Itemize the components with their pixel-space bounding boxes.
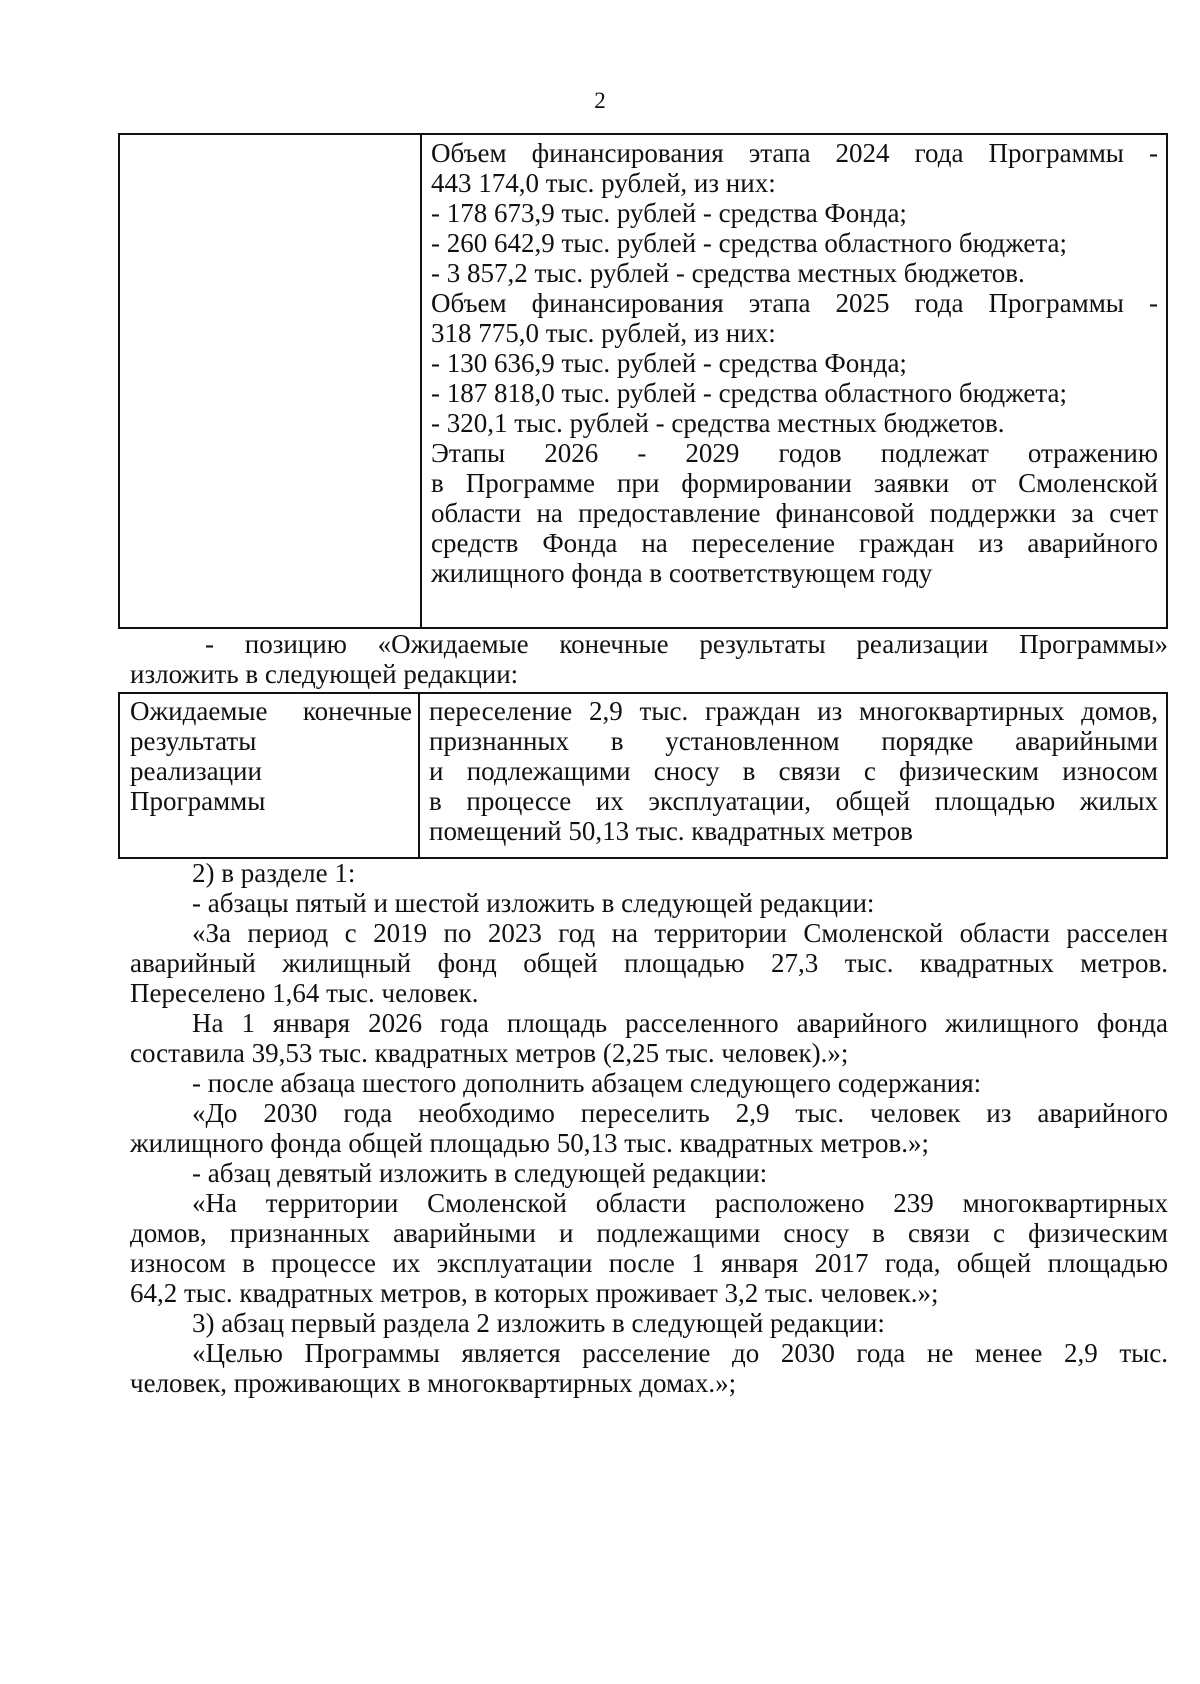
paragraph-line: «На территории Смоленской области расположено 239 многоквартирных xyxy=(192,1188,1168,1218)
funding-line: средств Фонда на переселение граждан из аварийного xyxy=(431,528,1158,558)
funding-line: жилищного фонда в соответствующем году xyxy=(431,558,933,588)
paragraph-line: износом в процессе их эксплуатации после 1 января 2017 года, общей площадью xyxy=(130,1248,1168,1278)
results-value-line: в процессе их эксплуатации, общей площадью жилых xyxy=(429,786,1158,816)
results-value-line: и подлежащими сносу в связи с физическим износом xyxy=(429,756,1158,786)
paragraph-line: человек, проживающих в многоквартирных домах.»; xyxy=(130,1368,737,1398)
funding-table-left-cell xyxy=(120,135,422,627)
paragraph-line: аварийный жилищный фонд общей площадью 27,3 тыс. квадратных метров. xyxy=(130,948,1168,978)
results-value-line: переселение 2,9 тыс. граждан из многоквартирных домов, xyxy=(429,696,1158,726)
funding-table xyxy=(118,133,1168,629)
paragraph-line: составила 39,53 тыс. квадратных метров (2,25 тыс. человек).»; xyxy=(130,1038,849,1068)
results-label-line: Программы xyxy=(130,786,266,816)
funding-line: Объем финансирования этапа 2025 года Программы - xyxy=(431,288,1158,318)
item-3-heading: 3) абзац первый раздела 2 изложить в следующей редакции: xyxy=(192,1308,885,1338)
paragraph-line: «За период с 2019 по 2023 год на территории Смоленской области расселен xyxy=(192,918,1168,948)
paragraph-line: На 1 января 2026 года площадь расселенного аварийного жилищного фонда xyxy=(192,1008,1168,1038)
funding-line: - 260 642,9 тыс. рублей - средства областного бюджета; xyxy=(431,228,1068,258)
funding-table-right-cell xyxy=(422,135,1166,627)
results-value-line: признанных в установленном порядке аварийными xyxy=(429,726,1158,756)
paragraph-line: жилищного фонда общей площадью 50,13 тыс. квадратных метров.»; xyxy=(130,1128,929,1158)
results-value-line: помещений 50,13 тыс. квадратных метров xyxy=(429,816,913,846)
intro-line: изложить в следующей редакции: xyxy=(130,659,519,689)
funding-line: Этапы 2026 - 2029 годов подлежат отражению xyxy=(431,438,1158,468)
results-table-left-cell xyxy=(120,694,420,857)
results-label-line: реализации xyxy=(130,756,262,786)
funding-line: 318 775,0 тыс. рублей, из них: xyxy=(431,318,776,348)
results-intro xyxy=(130,629,1168,689)
funding-line: - 320,1 тыс. рублей - средства местных бюджетов. xyxy=(431,408,1005,438)
paragraph: - абзац девятый изложить в следующей редакции: xyxy=(192,1158,768,1188)
funding-line: Объем финансирования этапа 2024 года Программы - xyxy=(431,138,1158,168)
funding-line: - 3 857,2 тыс. рублей - средства местных бюджетов. xyxy=(431,258,1025,288)
paragraph-line: 64,2 тыс. квадратных метров, в которых проживает 3,2 тыс. человек.»; xyxy=(130,1278,939,1308)
funding-line: области на предоставление финансовой поддержки за счет xyxy=(431,498,1158,528)
paragraph: - после абзаца шестого дополнить абзацем следующего содержания: xyxy=(192,1068,982,1098)
results-label-line: Ожидаемые конечные xyxy=(130,696,412,726)
funding-line: 443 174,0 тыс. рублей, из них: xyxy=(431,168,776,198)
funding-line: - 130 636,9 тыс. рублей - средства Фонда; xyxy=(431,348,907,378)
results-table-right-cell xyxy=(420,694,1166,857)
funding-line: в Программе при формировании заявки от Смоленской xyxy=(431,468,1158,498)
page-number: 2 xyxy=(594,88,606,113)
funding-line: - 187 818,0 тыс. рублей - средства областного бюджета; xyxy=(431,378,1068,408)
paragraph-line: «Целью Программы является расселение до 2030 года не менее 2,9 тыс. xyxy=(192,1338,1168,1368)
paragraph-line: домов, признанных аварийными и подлежащими сносу в связи с физическим xyxy=(130,1218,1168,1248)
item-2-heading: 2) в разделе 1: xyxy=(192,858,356,888)
results-label-line: результаты xyxy=(130,726,257,756)
results-table xyxy=(118,692,1168,859)
funding-line: - 178 673,9 тыс. рублей - средства Фонда; xyxy=(431,198,907,228)
paragraph-line: Переселено 1,64 тыс. человек. xyxy=(130,978,479,1008)
paragraph: - абзацы пятый и шестой изложить в следующей редакции: xyxy=(192,888,875,918)
body-text xyxy=(130,858,1168,1398)
paragraph-line: «До 2030 года необходимо переселить 2,9 тыс. человек из аварийного xyxy=(192,1098,1168,1128)
intro-line: - позицию «Ожидаемые конечные результаты реализации Программы» xyxy=(205,629,1168,659)
